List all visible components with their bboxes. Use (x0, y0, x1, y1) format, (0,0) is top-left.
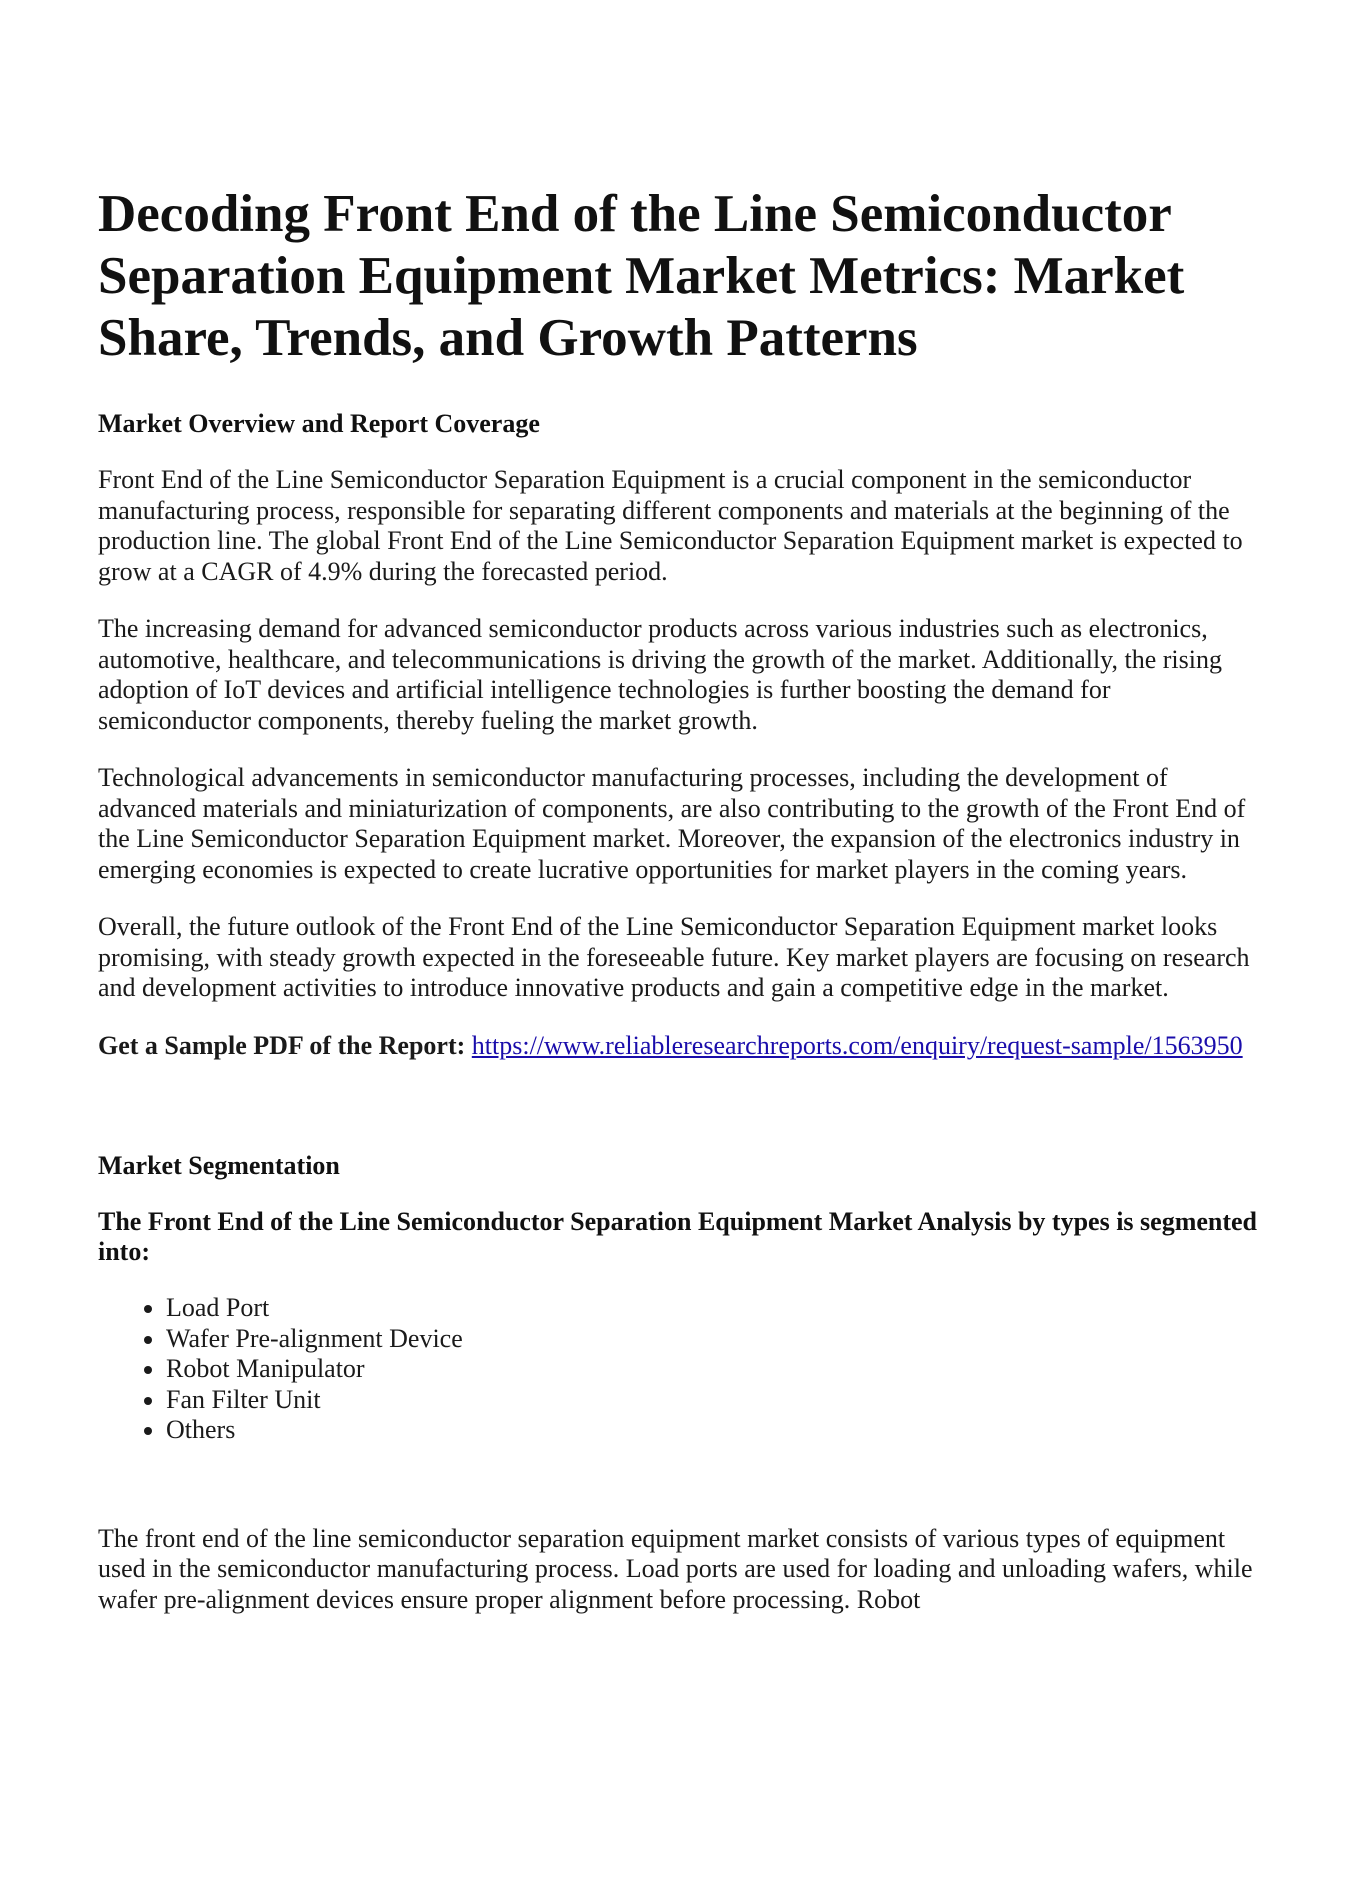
overview-paragraph-4: Overall, the future outlook of the Front End of the Line Semiconductor Separation Equipment market looks promising, with steady growth expected in the foreseeable future. Key market players are focusing on research and development activities to introduce innovative products and gain a competitive edge in the market. (98, 912, 1250, 1002)
section-spacer (98, 1061, 1258, 1151)
document-page (98, 183, 1258, 1642)
list-item: • Robot Manipulator (166, 1354, 1258, 1385)
list-item: • Fan Filter Unit (166, 1385, 1258, 1416)
list-item: • Load Port (166, 1293, 1258, 1324)
list-item: • Wafer Pre-alignment Device (166, 1324, 1258, 1355)
sample-pdf-line (98, 1031, 1258, 1062)
page-title: Decoding Front End of the Line Semiconductor Separation Equipment Market Metrics: Market Share, Trends, and Growth Patterns (98, 185, 1185, 367)
sample-pdf-label: Get a Sample PDF of the Report: (98, 1030, 466, 1060)
overview-paragraph-1: Front End of the Line Semiconductor Separation Equipment is a crucial component in the semiconductor manufacturing process, responsible for separating different components and materials at the beginning of the production line. The global Front End of the Line Semiconductor Separation Equipment market is expected to grow at a CAGR of 4.9% during the forecasted period. (98, 465, 1243, 586)
sample-pdf-link[interactable]: https://www.reliableresearchreports.com/enquiry/request-sample/1563950 (471, 1030, 1243, 1060)
overview-paragraph-3: Technological advancements in semiconductor manufacturing processes, including the development of advanced materials and miniaturization of components, are also contributing to the growth of the Front End of the Line Semiconductor Separation Equipment market. Moreover, the expansion of the electronics industry in emerging economies is expected to create lucrative opportunities for market players in the coming years. (98, 763, 1246, 884)
list-item: • Others (166, 1415, 1258, 1446)
types-list (98, 1293, 1258, 1446)
overview-heading: Market Overview and Report Coverage (98, 409, 540, 438)
overview-paragraph-2: The increasing demand for advanced semiconductor products across various industries such as electronics, automotive, healthcare, and telecommunications is driving the growth of the market. Additionally, the rising adoption of IoT devices and artificial intelligence technologies is further boosting the demand for semiconductor components, thereby fueling the market growth. (98, 614, 1222, 735)
section-spacer (98, 1446, 1258, 1524)
segmentation-heading: Market Segmentation (98, 1151, 340, 1180)
types-heading: The Front End of the Line Semiconductor Separation Equipment Market Analysis by types is segmented into: (98, 1207, 1258, 1266)
segmentation-paragraph: The front end of the line semiconductor separation equipment market consists of various types of equipment used in the semiconductor manufacturing process. Load ports are used for loading and unloading wafers, while wafer pre-alignment devices ensure proper alignment before processing. Robot (98, 1523, 1253, 1614)
